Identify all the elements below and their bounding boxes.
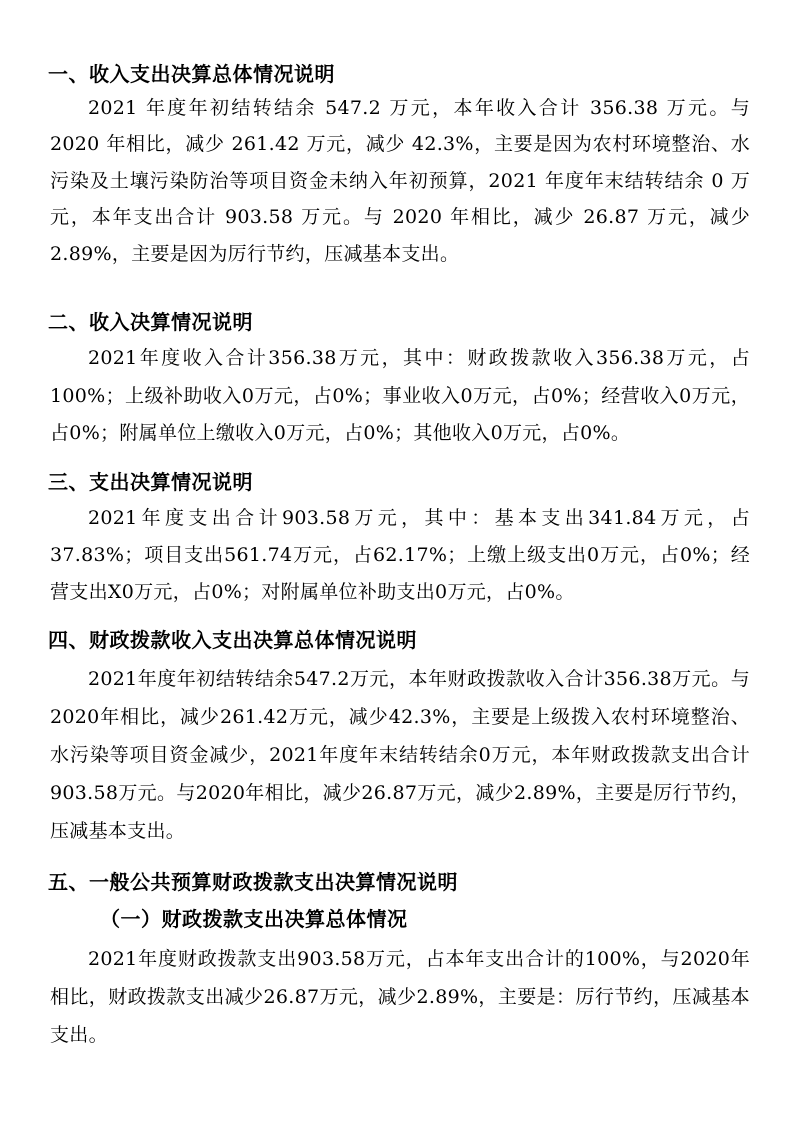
section-4-heading: 四、财政拨款收入支出决算总体情况说明 bbox=[48, 628, 417, 652]
section-2-heading: 二、收入决算情况说明 bbox=[48, 310, 253, 334]
section-1-heading: 一、收入支出决算总体情况说明 bbox=[48, 62, 335, 86]
section-4-text: 2021年度年初结转结余547.2万元，本年财政拨款收入合计356.38万元。与2020年相比，减少261.42万元，减少42.3%，主要是上级拨入农村环境整治、水污染等项目资金减少，2021年度年末结转结余0万元，本年财政拨款支出合计903.58万元。与2020年相比，减少26.87万元，减少2.89%，主要是厉行节约，压减基本支出。 bbox=[50, 668, 750, 842]
section-4-paragraph bbox=[50, 660, 750, 850]
section-3-paragraph bbox=[50, 500, 750, 612]
section-3-text: 2021年度支出合计903.58万元，其中：基本支出341.84万元，占37.83%；项目支出561.74万元，占62.17%；上缴上级支出0万元，占0%；经营支出X0万元，占0%；对附属单位补助支出0万元，占0%。 bbox=[50, 507, 750, 604]
section-5-paragraph bbox=[50, 940, 750, 1054]
section-5-text: 2021年度财政拨款支出903.58万元，占本年支出合计的100%，与2020年相比，财政拨款支出减少26.87万元，减少2.89%，主要是：厉行节约，压减基本支出。 bbox=[50, 948, 750, 1046]
section-5-heading: 五、一般公共预算财政拨款支出决算情况说明 bbox=[48, 870, 458, 894]
section-1-paragraph bbox=[50, 90, 750, 272]
section-2-paragraph bbox=[50, 340, 750, 453]
section-5-subheading: （一）财政拨款支出决算总体情况 bbox=[100, 907, 408, 931]
section-1-text: 2021 年度年初结转结余 547.2 万元，本年收入合计 356.38 万元。与 2020 年相比，减少 261.42 万元，减少 42.3%，主要是因为农村环境整治、水污染及土壤污染防治等项目资金未纳入年初预算，2021 年度年末结转结余 0 万元，本年支出合计 903.58 万元。与 2020 年相比，减少 26.87 万元，减少 2.89%，主要是因为厉行节约，压减基本支出。 bbox=[50, 97, 750, 265]
section-2-text: 2021年度收入合计356.38万元，其中：财政拨款收入356.38万元，占100%；上级补助收入0万元，占0%；事业收入0万元，占0%；经营收入0万元，占0%；附属单位上缴收入0万元，占0%；其他收入0万元，占0%。 bbox=[50, 347, 750, 444]
section-3-heading: 三、支出决算情况说明 bbox=[48, 470, 253, 494]
